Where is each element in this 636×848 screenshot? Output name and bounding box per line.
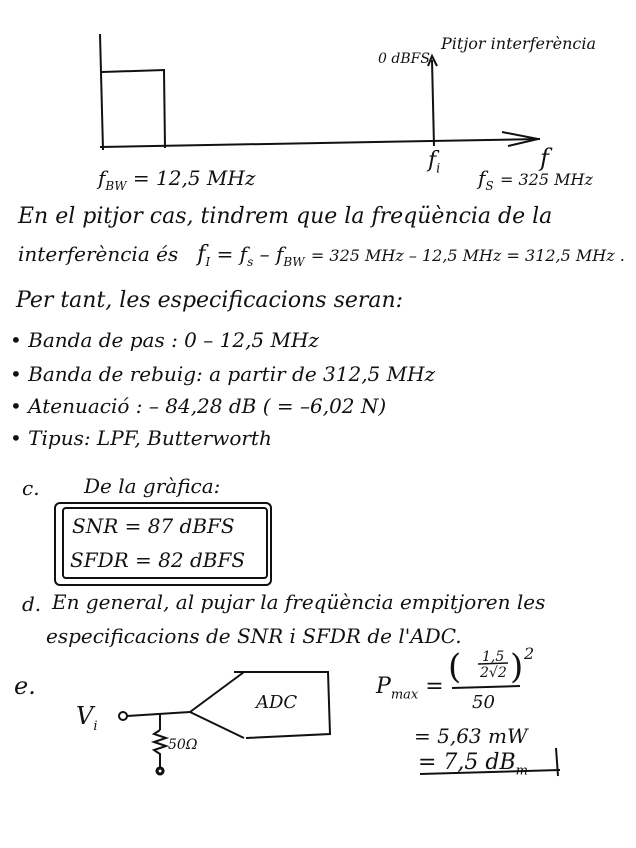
eq-result: = 325 MHz – 12,5 MHz = 312,5 MHz . [310, 246, 625, 265]
line2-intro: interferència és [18, 242, 179, 266]
dbm-value: = 7,5 dB [418, 750, 516, 775]
fs-symbol: f [478, 166, 486, 190]
spec-passband: • Banda de pas : 0 – 12,5 MHz [10, 328, 319, 352]
sfdr-result: SFDR = 82 dBFS [70, 548, 246, 572]
pmax-result-dbm [418, 752, 528, 777]
paren-open: ( [448, 647, 462, 687]
spectrum-horizontal-axis [100, 139, 540, 147]
fbw-value: = 12,5 MHz [132, 166, 256, 190]
fi-equation-symbol: f [197, 242, 206, 267]
snr-result: SNR = 87 dBFS [72, 514, 235, 538]
fbw-label [98, 168, 255, 192]
vi-input-terminal [119, 712, 127, 720]
fi-label [428, 150, 440, 175]
exponent: 2 [524, 644, 535, 663]
fs-label [478, 168, 593, 192]
vi-label [76, 704, 98, 733]
adc-label: ADC [256, 692, 298, 713]
numerator-top: 1,5 [482, 649, 505, 665]
ground-symbol [157, 768, 163, 774]
fbw-subscript: BW [105, 179, 127, 193]
interference-line [432, 60, 434, 146]
spectrum-left-axis [100, 34, 103, 150]
part-e-label: e. [14, 672, 36, 700]
part-d-line-1: En general, al pujar la freqüència empitjoren les [52, 590, 546, 614]
pmax-result-mw: = 5,63 mW [414, 724, 528, 748]
fs-value: = 325 MHz [500, 170, 593, 189]
dbm-subscript: m [515, 763, 528, 779]
eq-fbw: – f [259, 242, 284, 266]
text-line-3: Per tant, les especificacions seran: [16, 288, 404, 313]
fbw-symbol: f [98, 166, 106, 190]
input-wire [127, 712, 190, 716]
denominator: 50 [472, 692, 495, 713]
part-d-label: d. [22, 592, 42, 616]
spec-type: • Tipus: LPF, Butterworth [10, 426, 272, 450]
fs-subscript: S [485, 179, 494, 193]
fi-subscript: i [436, 161, 441, 177]
passband-block [102, 70, 165, 148]
resistor-label: 50Ω [168, 737, 198, 753]
pmax-subscript: max [390, 687, 419, 703]
spec-attenuation: • Atenuació : – 84,28 dB ( = –6,02 N) [10, 394, 387, 418]
spec-stopband: • Banda de rebuig: a partir de 312,5 MHz [10, 362, 436, 386]
vi-symbol: V [76, 702, 94, 730]
adc-input-fork [190, 672, 244, 738]
vi-subscript: i [93, 718, 98, 734]
pmax-symbol: P [376, 674, 391, 699]
paren-close: ) [510, 647, 524, 687]
text-line-2 [18, 244, 625, 268]
pmax-label [376, 676, 444, 701]
eq-fs-subscript: s [247, 255, 254, 269]
eq-fs: = f [216, 242, 248, 266]
part-d-line-2: especificacions de SNR i SFDR de l'ADC. [46, 624, 462, 648]
worst-interference-label: Pitjor interferència [441, 34, 597, 53]
pmax-equals: = [425, 674, 444, 699]
fi-equation-subscript: I [205, 255, 211, 269]
text-line-1: En el pitjor cas, tindrem que la freqüència de la [18, 204, 553, 229]
dbfs-label: 0 dBFS [378, 51, 430, 67]
part-c-intro: De la gràfica: [84, 474, 221, 498]
fi-symbol: f [428, 148, 437, 173]
part-c-label: c. [22, 476, 40, 500]
eq-fbw-subscript: BW [283, 255, 305, 269]
numerator-bottom: 2√2 [480, 665, 507, 681]
f-axis-label: f [540, 144, 549, 172]
resistor-zigzag [154, 730, 166, 768]
